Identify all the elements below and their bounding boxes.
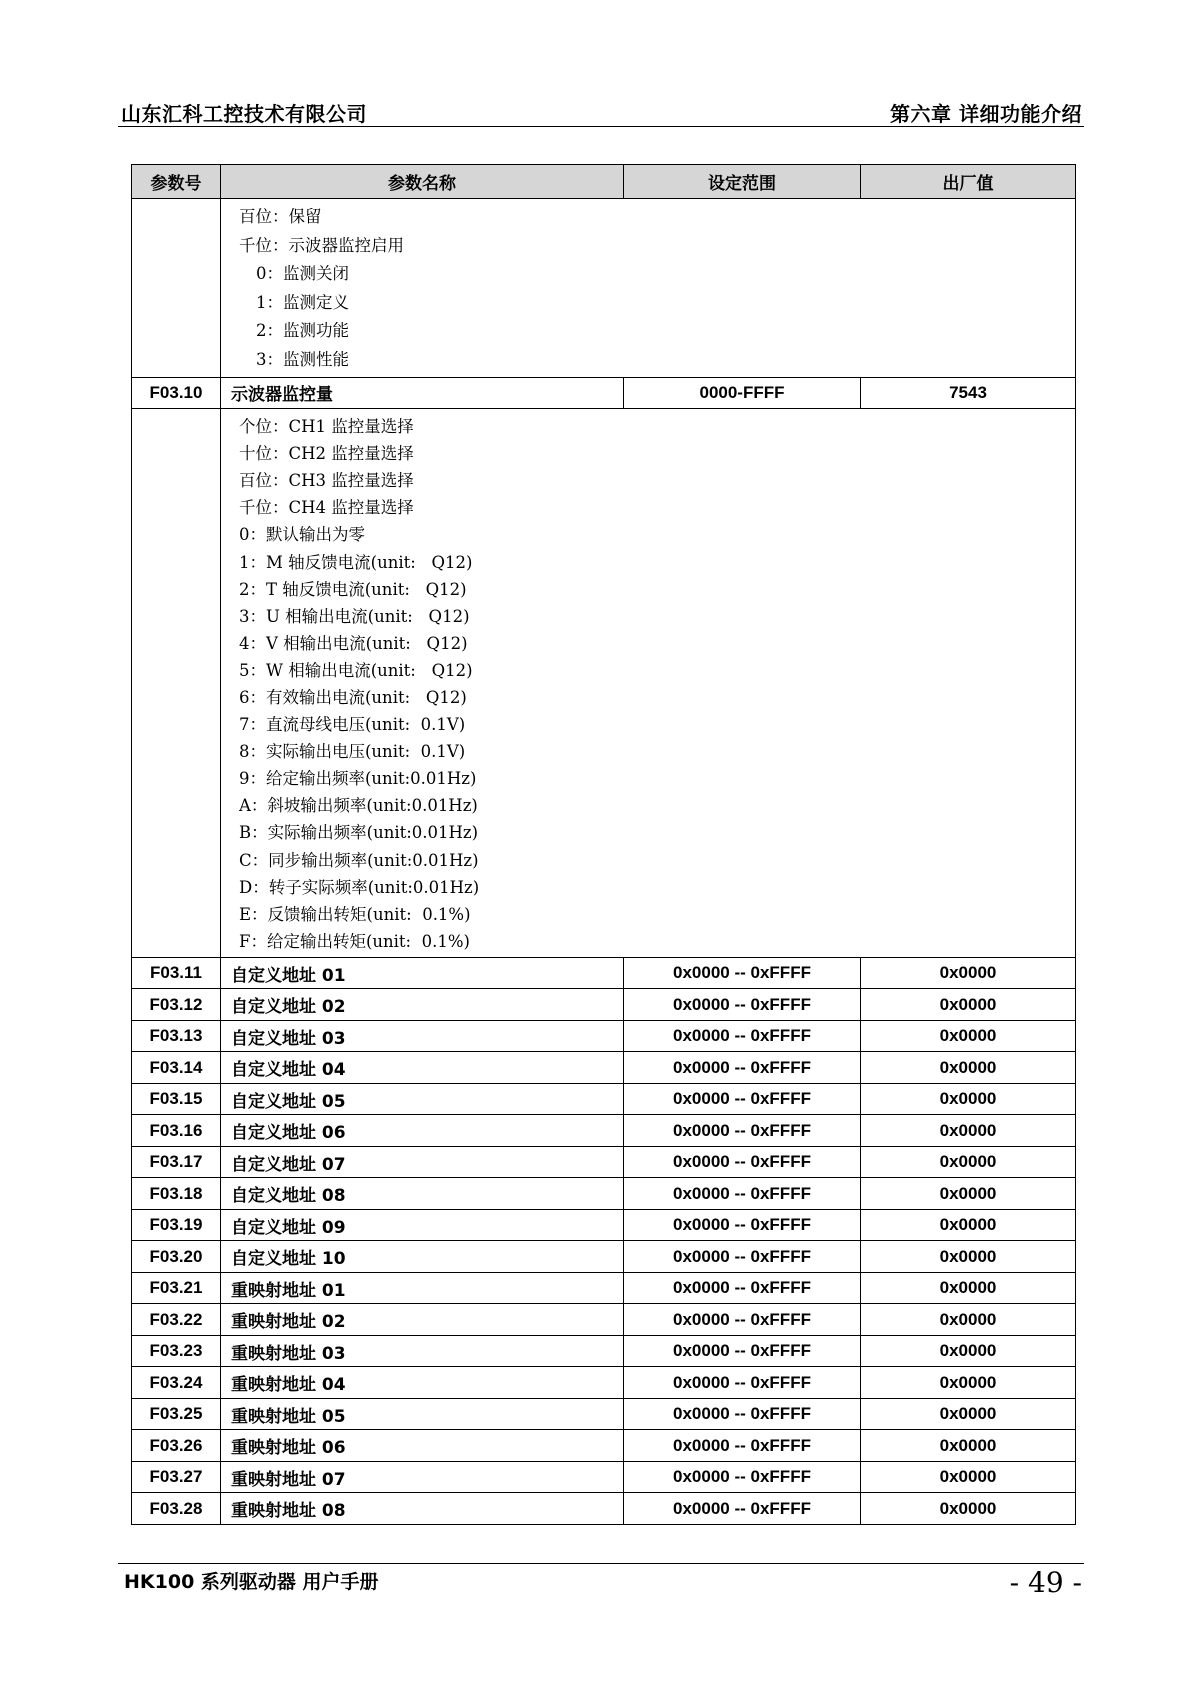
description-line: A：斜坡输出频率(unit:0.01Hz) xyxy=(239,796,478,816)
header-company: 山东汇科工控技术有限公司 xyxy=(121,102,367,126)
table-row xyxy=(132,1146,1076,1178)
table-row xyxy=(132,377,1076,409)
param-id: F03.17 xyxy=(132,1146,221,1178)
param-id: F03.10 xyxy=(132,377,221,409)
param-default: 0x0000 xyxy=(861,1178,1076,1210)
description-list-f0310 xyxy=(221,409,1075,957)
table-row xyxy=(132,1020,1076,1052)
footer-divider xyxy=(118,1563,1084,1564)
param-range: 0x0000 -- 0xFFFF xyxy=(624,1241,861,1273)
param-id: F03.12 xyxy=(132,989,221,1021)
description-cell xyxy=(221,199,1076,378)
column-header-id: 参数号 xyxy=(132,165,221,199)
param-range: 0x0000 -- 0xFFFF xyxy=(624,1304,861,1336)
param-default: 0x0000 xyxy=(861,1272,1076,1304)
param-range: 0x0000 -- 0xFFFF xyxy=(624,1272,861,1304)
description-line: 千位：示波器监控启用 xyxy=(239,235,404,255)
description-line: 十位：CH2 监控量选择 xyxy=(239,444,414,464)
param-id: F03.26 xyxy=(132,1430,221,1462)
param-id: F03.21 xyxy=(132,1272,221,1304)
param-range: 0x0000 -- 0xFFFF xyxy=(624,1493,861,1525)
description-line: B：实际输出频率(unit:0.01Hz) xyxy=(239,823,479,843)
param-id: F03.24 xyxy=(132,1367,221,1399)
description-list-f0309 xyxy=(221,199,1075,377)
table-row xyxy=(132,1241,1076,1273)
param-id: F03.20 xyxy=(132,1241,221,1273)
page-number: - 49 - xyxy=(1009,1566,1082,1599)
param-name: 自定义地址 06 xyxy=(221,1115,624,1147)
param-default: 0x0000 xyxy=(861,1304,1076,1336)
description-line: 百位：保留 xyxy=(239,207,322,226)
param-default: 0x0000 xyxy=(861,1052,1076,1084)
description-line: C：同步输出频率(unit:0.01Hz) xyxy=(239,850,479,870)
param-default: 0x0000 xyxy=(861,1146,1076,1178)
table-row xyxy=(132,1493,1076,1525)
table-row xyxy=(132,1367,1076,1399)
description-line: 3：监测性能 xyxy=(256,349,349,369)
table-row xyxy=(132,1115,1076,1147)
param-id: F03.15 xyxy=(132,1083,221,1115)
description-row-f0309 xyxy=(132,199,1076,378)
param-range: 0x0000 -- 0xFFFF xyxy=(624,1020,861,1052)
description-line: 9：给定输出频率(unit:0.01Hz) xyxy=(239,769,477,789)
description-cell xyxy=(221,409,1076,958)
description-line: 0：监测关闭 xyxy=(256,264,349,284)
description-line: 2：T 轴反馈电流(unit: Q12) xyxy=(239,579,467,599)
table-row xyxy=(132,1461,1076,1493)
param-default: 0x0000 xyxy=(861,1493,1076,1525)
param-name: 自定义地址 08 xyxy=(221,1178,624,1210)
param-name: 自定义地址 10 xyxy=(221,1241,624,1273)
param-name: 自定义地址 04 xyxy=(221,1052,624,1084)
param-default: 0x0000 xyxy=(861,1241,1076,1273)
table-row xyxy=(132,1209,1076,1241)
param-range: 0x0000 -- 0xFFFF xyxy=(624,1146,861,1178)
param-id: F03.19 xyxy=(132,1209,221,1241)
param-name: 自定义地址 09 xyxy=(221,1209,624,1241)
table-row xyxy=(132,1052,1076,1084)
description-line: 0：默认输出为零 xyxy=(239,525,365,545)
table-row xyxy=(132,1304,1076,1336)
description-line: 8：实际输出电压(unit: 0.1V) xyxy=(239,742,466,762)
footer-manual-title: HK100 系列驱动器 用户手册 xyxy=(124,1571,379,1593)
param-range: 0x0000 -- 0xFFFF xyxy=(624,1367,861,1399)
description-line: E：反馈输出转矩(unit: 0.1%) xyxy=(239,904,471,924)
description-line: 2：监测功能 xyxy=(256,321,349,341)
param-name: 重映射地址 07 xyxy=(221,1461,624,1493)
param-name: 重映射地址 04 xyxy=(221,1367,624,1399)
param-name: 重映射地址 05 xyxy=(221,1398,624,1430)
param-id: F03.11 xyxy=(132,957,221,989)
param-default: 7543 xyxy=(861,377,1076,409)
table-row xyxy=(132,1430,1076,1462)
param-id: F03.14 xyxy=(132,1052,221,1084)
param-range: 0x0000 -- 0xFFFF xyxy=(624,1430,861,1462)
param-default: 0x0000 xyxy=(861,1209,1076,1241)
description-id-cell xyxy=(132,199,221,378)
description-line: 3：U 相输出电流(unit: Q12) xyxy=(239,606,470,626)
param-range: 0x0000 -- 0xFFFF xyxy=(624,1398,861,1430)
param-default: 0x0000 xyxy=(861,989,1076,1021)
param-id: F03.18 xyxy=(132,1178,221,1210)
table-header-row xyxy=(132,165,1076,199)
description-line: 7：直流母线电压(unit: 0.1V) xyxy=(239,715,466,735)
description-line: 5：W 相输出电流(unit: Q12) xyxy=(239,660,473,680)
description-line: 1：M 轴反馈电流(unit: Q12) xyxy=(239,552,473,572)
param-id: F03.22 xyxy=(132,1304,221,1336)
description-id-cell xyxy=(132,409,221,958)
table-row xyxy=(132,1272,1076,1304)
table-row xyxy=(132,1178,1076,1210)
param-id: F03.16 xyxy=(132,1115,221,1147)
header-divider xyxy=(118,126,1084,127)
param-range: 0x0000 -- 0xFFFF xyxy=(624,1083,861,1115)
table-row xyxy=(132,1398,1076,1430)
table-row xyxy=(132,989,1076,1021)
param-name: 自定义地址 07 xyxy=(221,1146,624,1178)
description-line: 千位：CH4 监控量选择 xyxy=(239,498,414,518)
param-name: 重映射地址 03 xyxy=(221,1335,624,1367)
param-default: 0x0000 xyxy=(861,1020,1076,1052)
param-default: 0x0000 xyxy=(861,1461,1076,1493)
param-range: 0x0000 -- 0xFFFF xyxy=(624,1178,861,1210)
param-name: 自定义地址 05 xyxy=(221,1083,624,1115)
param-range: 0x0000 -- 0xFFFF xyxy=(624,1335,861,1367)
column-header-name: 参数名称 xyxy=(221,165,624,199)
description-line: 百位：CH3 监控量选择 xyxy=(239,471,414,491)
param-range: 0x0000 -- 0xFFFF xyxy=(624,989,861,1021)
param-id: F03.28 xyxy=(132,1493,221,1525)
param-name: 自定义地址 03 xyxy=(221,1020,624,1052)
param-range: 0x0000 -- 0xFFFF xyxy=(624,1052,861,1084)
description-line: 个位：CH1 监控量选择 xyxy=(239,417,414,437)
param-default: 0x0000 xyxy=(861,1430,1076,1462)
param-default: 0x0000 xyxy=(861,1335,1076,1367)
param-default: 0x0000 xyxy=(861,1115,1076,1147)
param-name: 自定义地址 01 xyxy=(221,957,624,989)
param-range: 0x0000 -- 0xFFFF xyxy=(624,1461,861,1493)
param-default: 0x0000 xyxy=(861,1367,1076,1399)
param-range: 0x0000 -- 0xFFFF xyxy=(624,1209,861,1241)
param-range: 0000-FFFF xyxy=(624,377,861,409)
param-id: F03.13 xyxy=(132,1020,221,1052)
description-line: 1：监测定义 xyxy=(256,292,349,312)
param-name: 重映射地址 02 xyxy=(221,1304,624,1336)
column-header-range: 设定范围 xyxy=(624,165,861,199)
description-line: D：转子实际频率(unit:0.01Hz) xyxy=(239,877,480,897)
table-row xyxy=(132,1083,1076,1115)
param-id: F03.27 xyxy=(132,1461,221,1493)
param-default: 0x0000 xyxy=(861,1083,1076,1115)
column-header-default: 出厂值 xyxy=(861,165,1076,199)
table-row xyxy=(132,1335,1076,1367)
description-line: 6：有效输出电流(unit: Q12) xyxy=(239,688,467,707)
table-row xyxy=(132,957,1076,989)
param-name: 示波器监控量 xyxy=(221,377,624,409)
parameter-table xyxy=(131,164,1076,1525)
param-default: 0x0000 xyxy=(861,957,1076,989)
description-line: 4：V 相输出电流(unit: Q12) xyxy=(239,633,468,653)
param-id: F03.23 xyxy=(132,1335,221,1367)
param-id: F03.25 xyxy=(132,1398,221,1430)
param-name: 重映射地址 06 xyxy=(221,1430,624,1462)
description-line: F：给定输出转矩(unit: 0.1%) xyxy=(239,931,470,951)
param-name: 重映射地址 01 xyxy=(221,1272,624,1304)
param-default: 0x0000 xyxy=(861,1398,1076,1430)
param-range: 0x0000 -- 0xFFFF xyxy=(624,1115,861,1147)
header-chapter: 第六章 详细功能介绍 xyxy=(890,102,1082,126)
param-name: 重映射地址 08 xyxy=(221,1493,624,1525)
param-name: 自定义地址 02 xyxy=(221,989,624,1021)
param-range: 0x0000 -- 0xFFFF xyxy=(624,957,861,989)
description-row-f0310 xyxy=(132,409,1076,958)
